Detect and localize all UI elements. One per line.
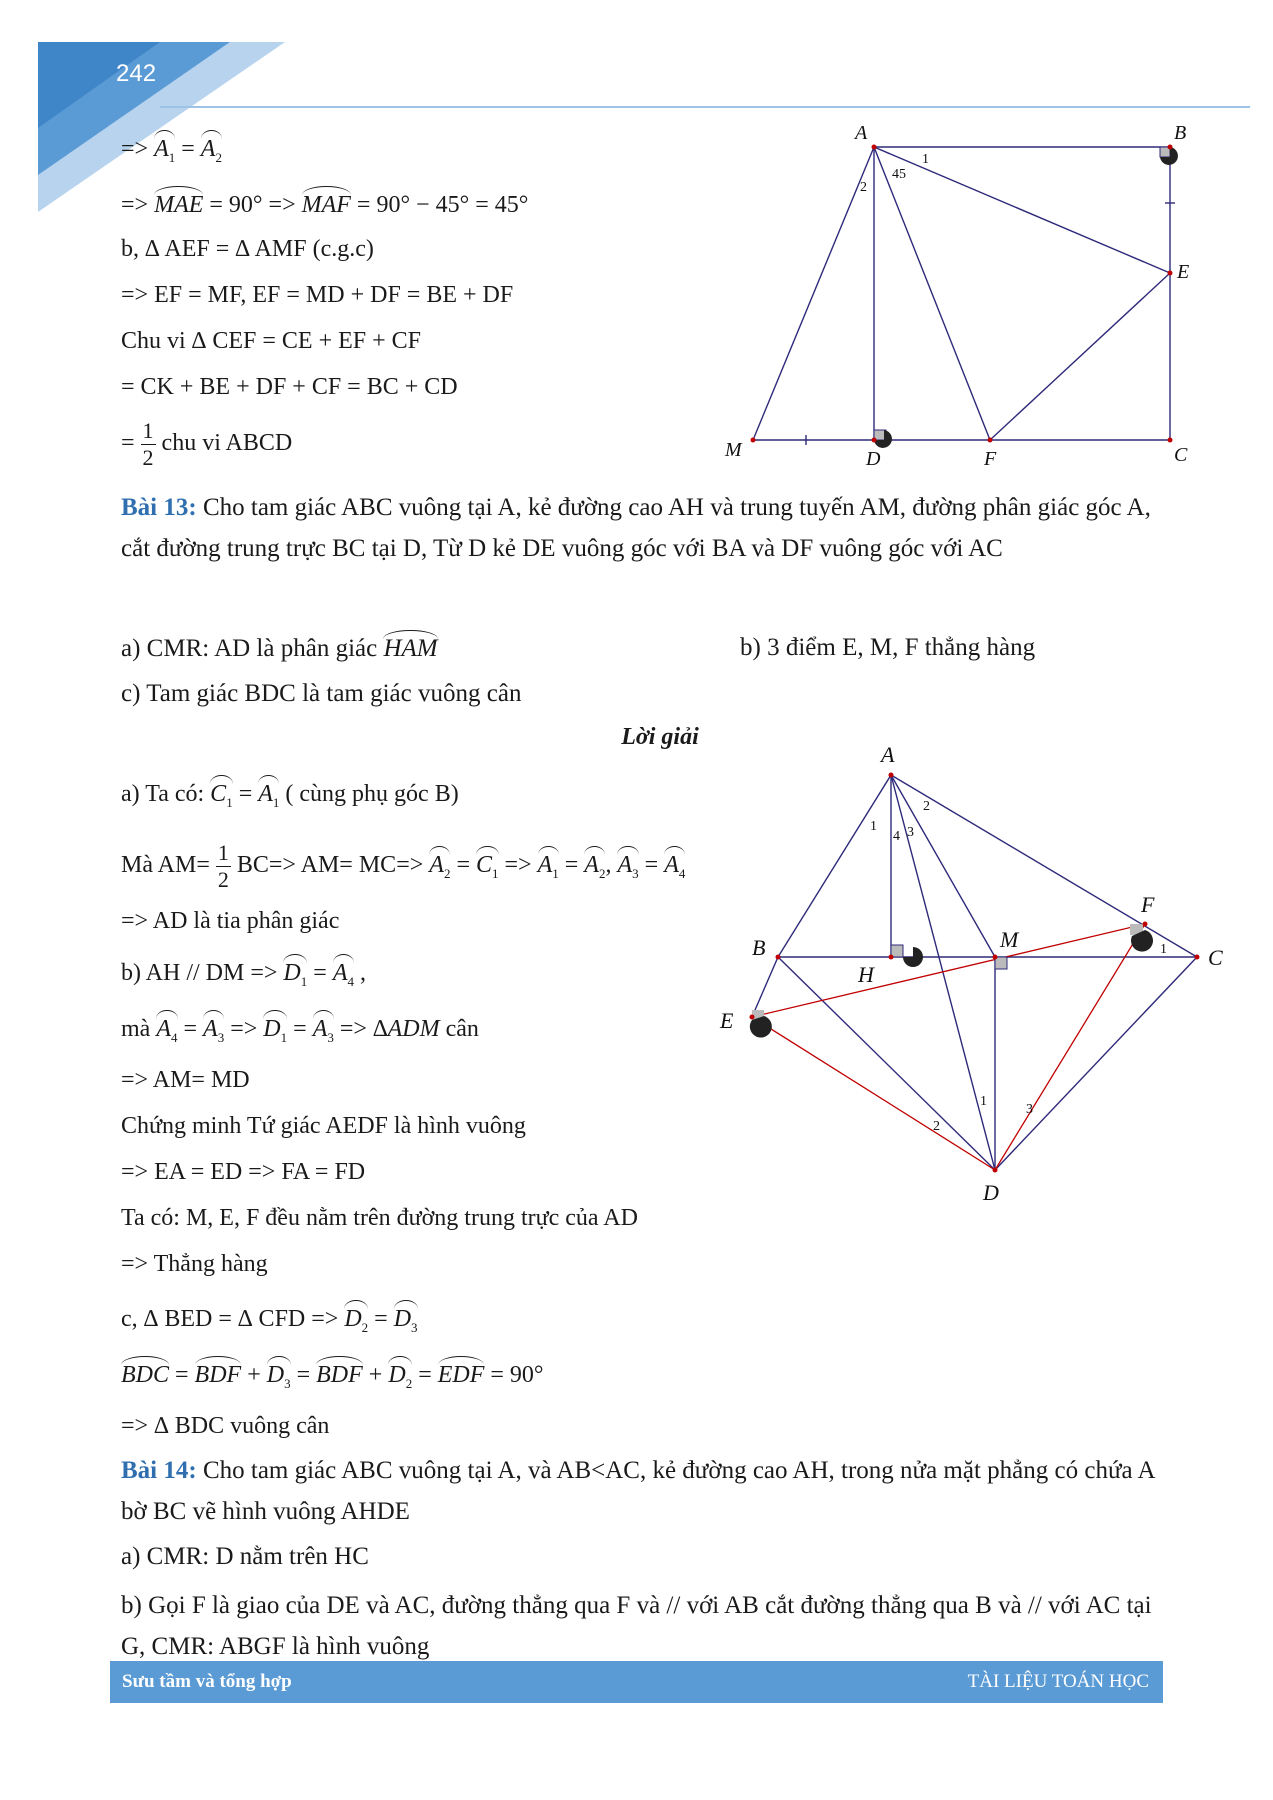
footer-bar (110, 1661, 1163, 1703)
sol-line-1: a) Ta có: $C_1 = A_1$ ( cùng phụ góc B) (121, 775, 459, 818)
footer-right-text: TÀI LIỆU TOÁN HỌC (967, 1671, 1149, 1692)
bai13-question-a: a) CMR: AD là phân giác HAM (121, 630, 438, 664)
top-line-5: Chu vi ∆ CEF = CE + EF + CF (121, 328, 422, 354)
top-line-1: => $A_1 = A_2$ (121, 130, 222, 173)
fig2-label-A: A (881, 742, 895, 767)
figure-1-square (700, 115, 1210, 475)
top-line-6: = CK + BE + DF + CF = BC + CD (121, 374, 458, 400)
fig1-label-A: A (855, 122, 868, 144)
fig1-angle-2: 2 (860, 180, 867, 195)
sol-line-12: BDC = BDF + $D_3$ = BDF + $D_2$ = EDF = 90° (121, 1356, 544, 1399)
fig2-label-B: B (752, 935, 766, 960)
fig1-label-E: E (1177, 261, 1190, 283)
fig2-angle-d3: 3 (1026, 1102, 1033, 1117)
fig1-label-F: F (984, 448, 997, 470)
top-line-7: = $\frac{1}{2}$ chu vi ABCD (121, 418, 293, 470)
sol-line-7: Chứng minh Tứ giác AEDF là hình vuông (121, 1113, 526, 1139)
top-line-4: => EF = MF, EF = MD + DF = BE + DF (121, 282, 514, 308)
fig1-label-B: B (1174, 122, 1187, 144)
sol-line-2: Mà AM= $\frac{1}{2}$ $BC=> AM= MC=> A_2 = C_1 => A_1 = A_2$, $A_3 = A_4$ (121, 840, 686, 892)
fig1-label-M: M (725, 439, 742, 461)
fig2-angle-c1: 1 (1160, 942, 1167, 957)
sol-line-8: => EA = ED => FA = FD (121, 1159, 366, 1185)
fig2-angle-a3: 3 (907, 825, 914, 840)
header-rule (160, 106, 1250, 108)
solution-title: Lời giải (621, 724, 699, 750)
bai13-question-b: b) 3 điểm E, M, F thẳng hàng (740, 634, 1036, 661)
sol-line-4: b) AH // DM => $D_1 = A_4$ , (121, 954, 366, 997)
fig2-label-H: H (858, 962, 874, 987)
fig2-label-C: C (1208, 945, 1223, 970)
sol-line-9: Ta có: M, E, F đều nằm trên đường trung trực của AD (121, 1205, 638, 1231)
top-line-2: => MAE = 90° => MAF = 90° − 45° = 45° (121, 186, 528, 220)
sol-line-3: => AD là tia phân giác (121, 908, 340, 934)
fig2-label-E: E (720, 1008, 734, 1033)
fig2-label-F: F (1141, 892, 1155, 917)
fig1-angle-1: 1 (922, 152, 929, 167)
fig2-angle-d2: 2 (933, 1119, 940, 1134)
bai13-question-c: c) Tam giác BDC là tam giác vuông cân (121, 680, 522, 707)
fig1-label-D: D (866, 448, 881, 470)
bai13-statement: Bài 13: Cho tam giác ABC vuông tại A, kẻ đường cao AH và trung tuyến AM, đường phân giác góc A, cắt đường trung trực BC tại D, Từ D kẻ DE vuông góc với BA và DF vuông góc với AC (121, 494, 1151, 562)
footer-left-text: Sưu tầm và tổng hợp (122, 1671, 292, 1692)
fig1-angle-45: 45 (892, 167, 906, 182)
sol-line-11: c, ∆ BED = ∆ CFD => $D_2 = D_3$ (121, 1300, 418, 1343)
top-line-3: b, ∆ AEF = ∆ AMF (c.g.c) (121, 236, 374, 262)
sol-line-6: => AM= MD (121, 1067, 250, 1093)
fig2-angle-a2: 2 (923, 799, 930, 814)
sol-line-13: => ∆ BDC vuông cân (121, 1413, 330, 1439)
page-number: 242 (116, 60, 157, 87)
fig1-label-C: C (1174, 444, 1188, 466)
fig2-label-M: M (1000, 927, 1019, 952)
fig2-angle-a1: 1 (870, 819, 877, 834)
bai14-question-a: a) CMR: D nằm trên HC (121, 1543, 369, 1570)
sol-line-10: => Thẳng hàng (121, 1251, 268, 1277)
bai14-statement: Bài 14: Cho tam giác ABC vuông tại A, và AB<AC, kẻ đường cao AH, trong nửa mặt phẳng có chứa A bờ BC vẽ hình vuông AHDE (121, 1457, 1155, 1525)
fig2-angle-a4: 4 (893, 829, 900, 844)
fig2-angle-d1: 1 (980, 1094, 987, 1109)
bai14-label: Bài 14: (121, 1457, 197, 1484)
bai14-question-b: b) Gọi F là giao của DE và AC, đường thẳng qua F và // với AB cắt đường thẳng qua B và // với AC tại G, CMR: ABGF là hình vuông (121, 1592, 1152, 1660)
figure-2-triangle (700, 740, 1240, 1210)
sol-line-5: mà $A_4 = A_3 => D_1 = A_3 => \Delta ADM$ cân (121, 1010, 479, 1053)
fig2-label-D: D (983, 1180, 999, 1205)
bai13-label: Bài 13: (121, 494, 197, 521)
